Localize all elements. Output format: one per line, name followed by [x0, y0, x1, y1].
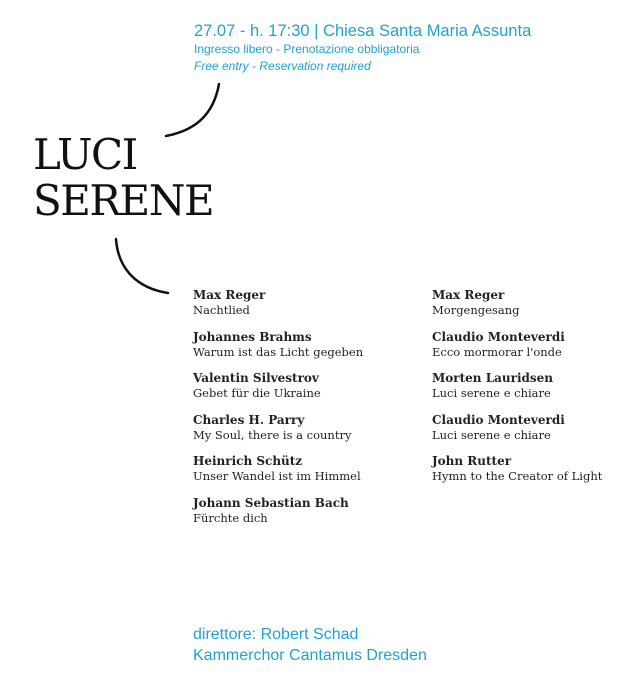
program-item [432, 413, 602, 455]
program-item [432, 454, 602, 496]
program-item [193, 371, 363, 413]
composer-name: Claudio Monteverdi [432, 329, 565, 344]
composer-name: Heinrich Schütz [193, 454, 303, 468]
program-item [193, 496, 363, 538]
program-item [193, 454, 363, 496]
concert-title [33, 132, 213, 224]
program-right-column [432, 288, 602, 496]
composer-name: John Rutter [432, 454, 512, 468]
title-line-2: SERENE [33, 176, 214, 225]
program-item [432, 371, 602, 413]
work-title: Gebet für die Ukraine [193, 386, 321, 400]
composer-name: Max Reger [193, 288, 266, 302]
choir-credit: Kammerchor Cantamus Dresden [193, 647, 427, 664]
program-item [193, 413, 363, 455]
composer-name: Charles H. Parry [193, 412, 305, 427]
work-title: Luci serene e chiare [432, 427, 551, 442]
program-item [193, 288, 363, 330]
program-item [193, 330, 363, 372]
title-line-1: LUCI [33, 130, 137, 179]
program-left-column [193, 288, 363, 537]
work-title: My Soul, there is a country [193, 427, 352, 442]
entry-info-italian: Ingresso libero - Prenotazione obbligatoria [194, 42, 420, 56]
work-title: Ecco mormorar l'onde [432, 344, 562, 359]
upper-curve [166, 84, 219, 136]
composer-name: Max Reger [432, 288, 505, 302]
composer-name: Johannes Brahms [193, 329, 312, 344]
work-title: Nachtlied [193, 303, 250, 317]
composer-name: Valentin Silvestrov [193, 371, 319, 385]
composer-name: Johann Sebastian Bach [193, 495, 349, 510]
entry-info-english: Free entry - Reservation required [194, 59, 371, 73]
work-title: Morgengesang [432, 303, 520, 317]
composer-name: Claudio Monteverdi [432, 412, 565, 427]
work-title: Fürchte dich [193, 510, 268, 525]
work-title: Hymn to the Creator of Light [432, 469, 603, 483]
event-date-time-place: 27.07 - h. 17:30 | Chiesa Santa Maria Assunta [194, 22, 532, 40]
program-item [432, 288, 602, 330]
work-title: Luci serene e chiare [432, 386, 551, 400]
conductor-credit: direttore: Robert Schad [193, 626, 359, 643]
work-title: Warum ist das Licht gegeben [193, 344, 364, 359]
lower-curve [116, 239, 168, 293]
work-title: Unser Wandel ist im Himmel [193, 469, 361, 483]
program-item [432, 330, 602, 372]
composer-name: Morten Lauridsen [432, 371, 554, 385]
